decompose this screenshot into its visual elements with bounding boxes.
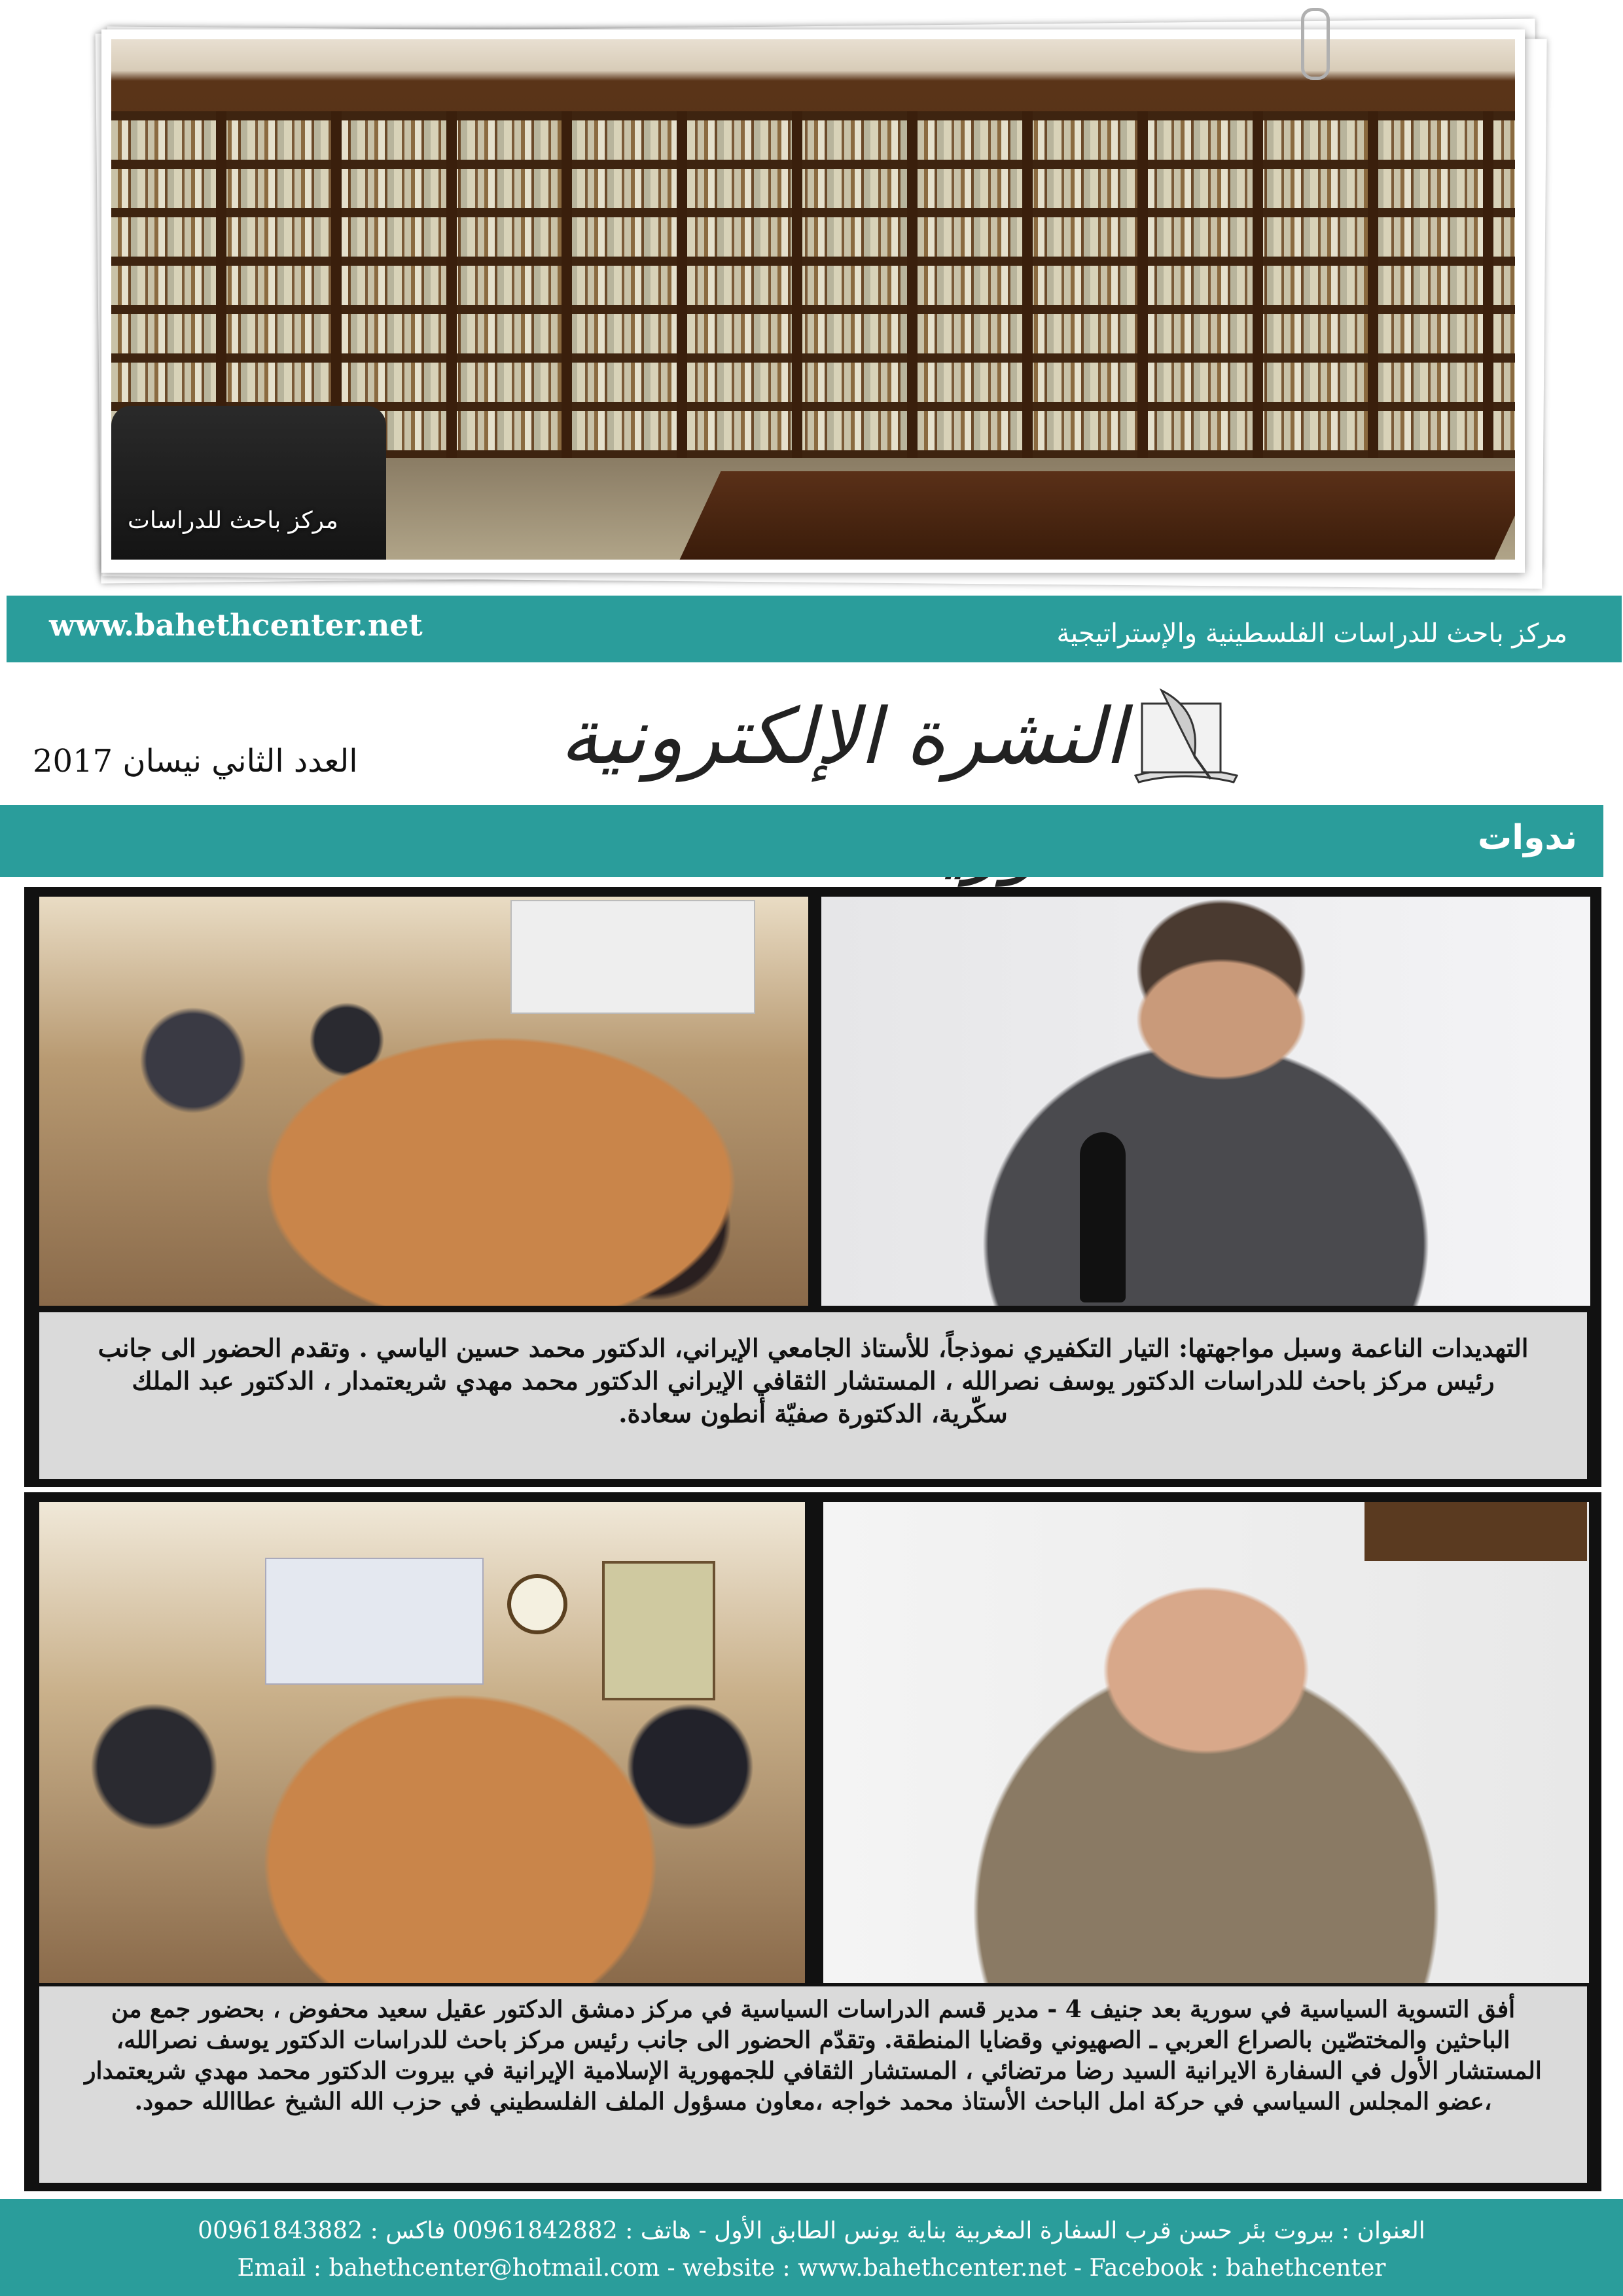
photo-caption: مركز باحث للدراسات <box>128 507 338 534</box>
event-2-speaker-photo <box>823 1502 1589 1983</box>
newsletter-title: النشرة الإلكترونية <box>560 691 1126 781</box>
event-1-speaker-photo <box>821 897 1590 1306</box>
event-2-caption: أفق التسوية السياسية في سورية بعد جنيف 4 - مدير قسم الدراسات السياسية في مركز دمشق الدكتور عقيل سعيد محفوض ، بحضور جمع من الباحثين والمختصّين بالصراع العربي ـ الصهيوني وقضايا المنطقة. وتقدّم الحضور الى جانب رئيس مركز باحث للدراسات الدكتور يوسف نصرالله، المستشار الأول في السفارة الايرانية السيد رضا مرتضائي ، المستشار الثقافي للجمهورية الإسلامية الإيرانية في بيروت الدكتور محمد مهدي شريعتمدار ،عضو المجلس السياسي في حركة امل الباحث الأستاذ محمد خواجه ،معاون مسؤول الملف الفلسطيني في حزب الله الشيخ عطاالله حمود. <box>84 1996 1542 2115</box>
microphone-icon <box>1080 1132 1126 1302</box>
sofa <box>111 406 386 560</box>
library-photo <box>111 39 1515 560</box>
event-1-banner <box>510 900 755 1014</box>
paperclip-icon <box>1301 8 1330 80</box>
issue-label: العدد الثاني نيسان 2017 <box>33 743 358 780</box>
section-title: ندوات <box>1478 818 1577 857</box>
wall-map <box>602 1561 715 1700</box>
center-name: مركز باحث للدراسات الفلسطينية والإستراتيجية <box>1056 619 1567 649</box>
website-link[interactable]: www.bahethcenter.net <box>49 607 423 643</box>
reading-table <box>680 471 1515 560</box>
section-bar <box>0 805 1603 877</box>
quill-scroll-icon <box>1122 684 1247 789</box>
event-2-banner <box>265 1558 484 1685</box>
event-2-caption-box <box>39 1986 1587 2183</box>
footer-contact: Email : bahethcenter@hotmail.com - website : www.bahethcenter.net - Facebook : bahethcenter <box>237 2255 1386 2282</box>
wall-clock <box>507 1574 567 1634</box>
event-1-caption: التهديدات الناعمة وسبل مواجهتها: التيار التكفيري نموذجاً، للأستاذ الجامعي الإيراني، الدكتور محمد حسين الياسي . وتقدم الحضور الى جانب رئيس مركز باحث للدراسات الدكتور يوسف نصرالله ، المستشار الثقافي الإيراني الدكتور محمد مهدي شريعتمدار ، الدكتور عبد الملك سكّرية، الدكتورة صفيّة أنطون سعادة. <box>98 1333 1529 1428</box>
picture-frame <box>1364 1502 1587 1561</box>
event-1-caption-box <box>39 1312 1587 1479</box>
footer-address: العنوان : بيروت بئر حسن قرب السفارة المغربية بناية يونس الطابق الأول - هاتف : 00961842882 فاكس : 00961843882 <box>198 2217 1425 2244</box>
